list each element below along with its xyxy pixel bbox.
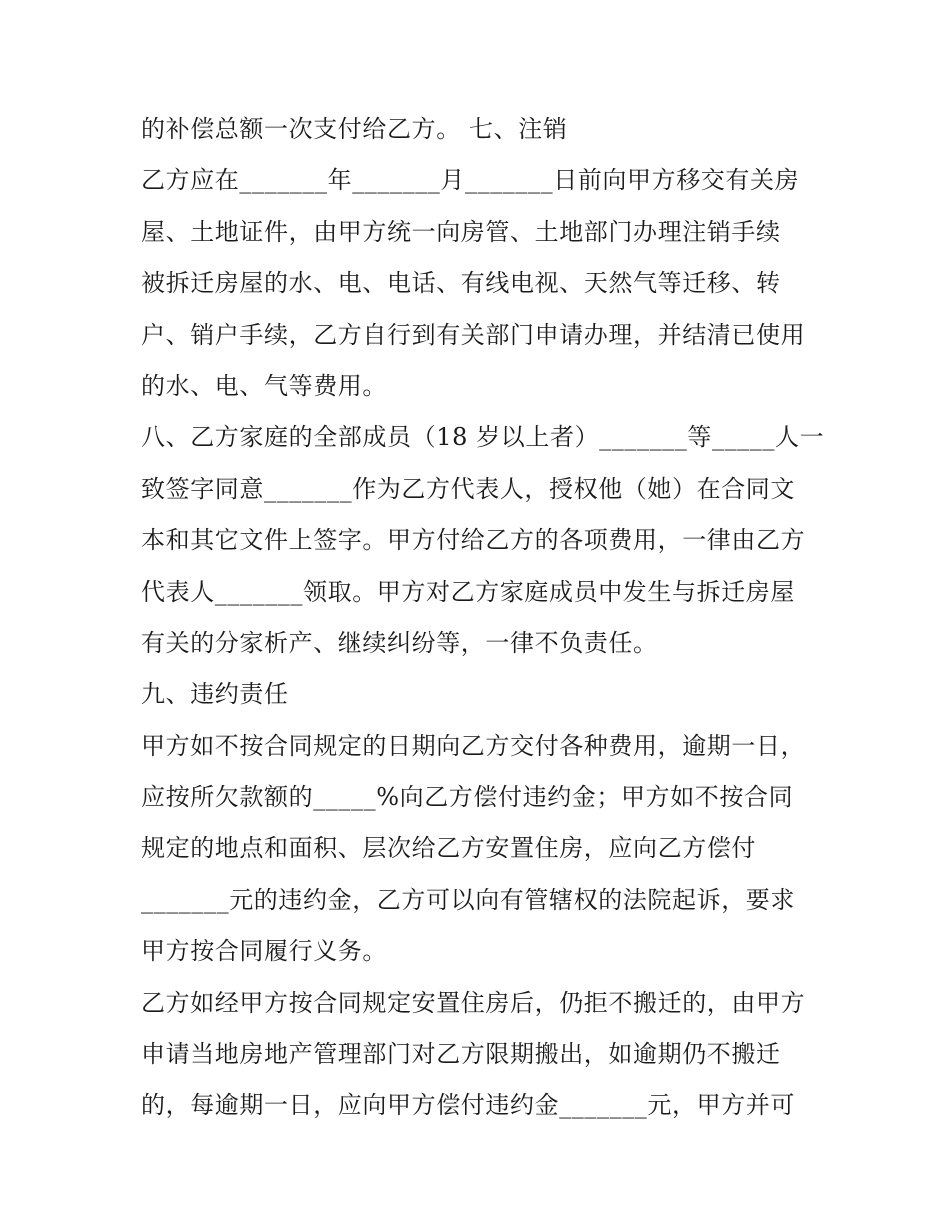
text-line: 九、违约责任 [141, 680, 289, 709]
text-line: _______元的违约金，乙方可以向有管辖权的法院起诉，要求 [141, 885, 795, 914]
text-line: 乙方如经甲方按合同规定安置住房后，仍拒不搬迁的，由甲方 [141, 988, 806, 1017]
text-line: 的，每逾期一日，应向甲方偿付违约金_______元，甲方并可 [141, 1091, 795, 1120]
text-line: 甲方按合同履行义务。 [141, 937, 387, 966]
text-line: 的补偿总额一次支付给乙方。 七、注销 [141, 115, 568, 143]
text-line: 有关的分家析产、继续纠纷等，一律不负责任。 [141, 628, 658, 657]
text-line: 户、销户手续，乙方自行到有关部门申请办理，并结清已使用 [141, 320, 806, 349]
contract-text-body [141, 104, 825, 1132]
text-line: 申请当地房地产管理部门对乙方限期搬出，如逾期仍不搬迁 [141, 1040, 781, 1069]
text-line: 应按所欠款额的_____%向乙方偿付违约金；甲方如不按合同 [141, 783, 794, 812]
text-line: 规定的地点和面积、层次给乙方安置住房，应向乙方偿付 [141, 834, 756, 863]
text-line: 八、乙方家庭的全部成员（18 岁以上者）_______等_____人一 [141, 423, 825, 452]
text-line: 甲方如不按合同规定的日期向乙方交付各种费用，逾期一日， [141, 731, 806, 760]
text-line: 致签字同意_______作为乙方代表人，授权他（她）在合同文 [141, 474, 795, 503]
text-line: 的水、电、气等费用。 [141, 371, 387, 400]
text-line: 被拆迁房屋的水、电、电话、有线电视、天然气等迁移、转 [141, 269, 781, 298]
text-line: 本和其它文件上签字。甲方付给乙方的各项费用，一律由乙方 [141, 526, 806, 555]
text-line: 代表人_______领取。甲方对乙方家庭成员中发生与拆迁房屋 [141, 577, 795, 606]
text-line: 屋、土地证件，由甲方统一向房管、土地部门办理注销手续 [141, 217, 781, 246]
text-line: 乙方应在_______年_______月_______日前向甲方移交有关房 [141, 166, 800, 195]
